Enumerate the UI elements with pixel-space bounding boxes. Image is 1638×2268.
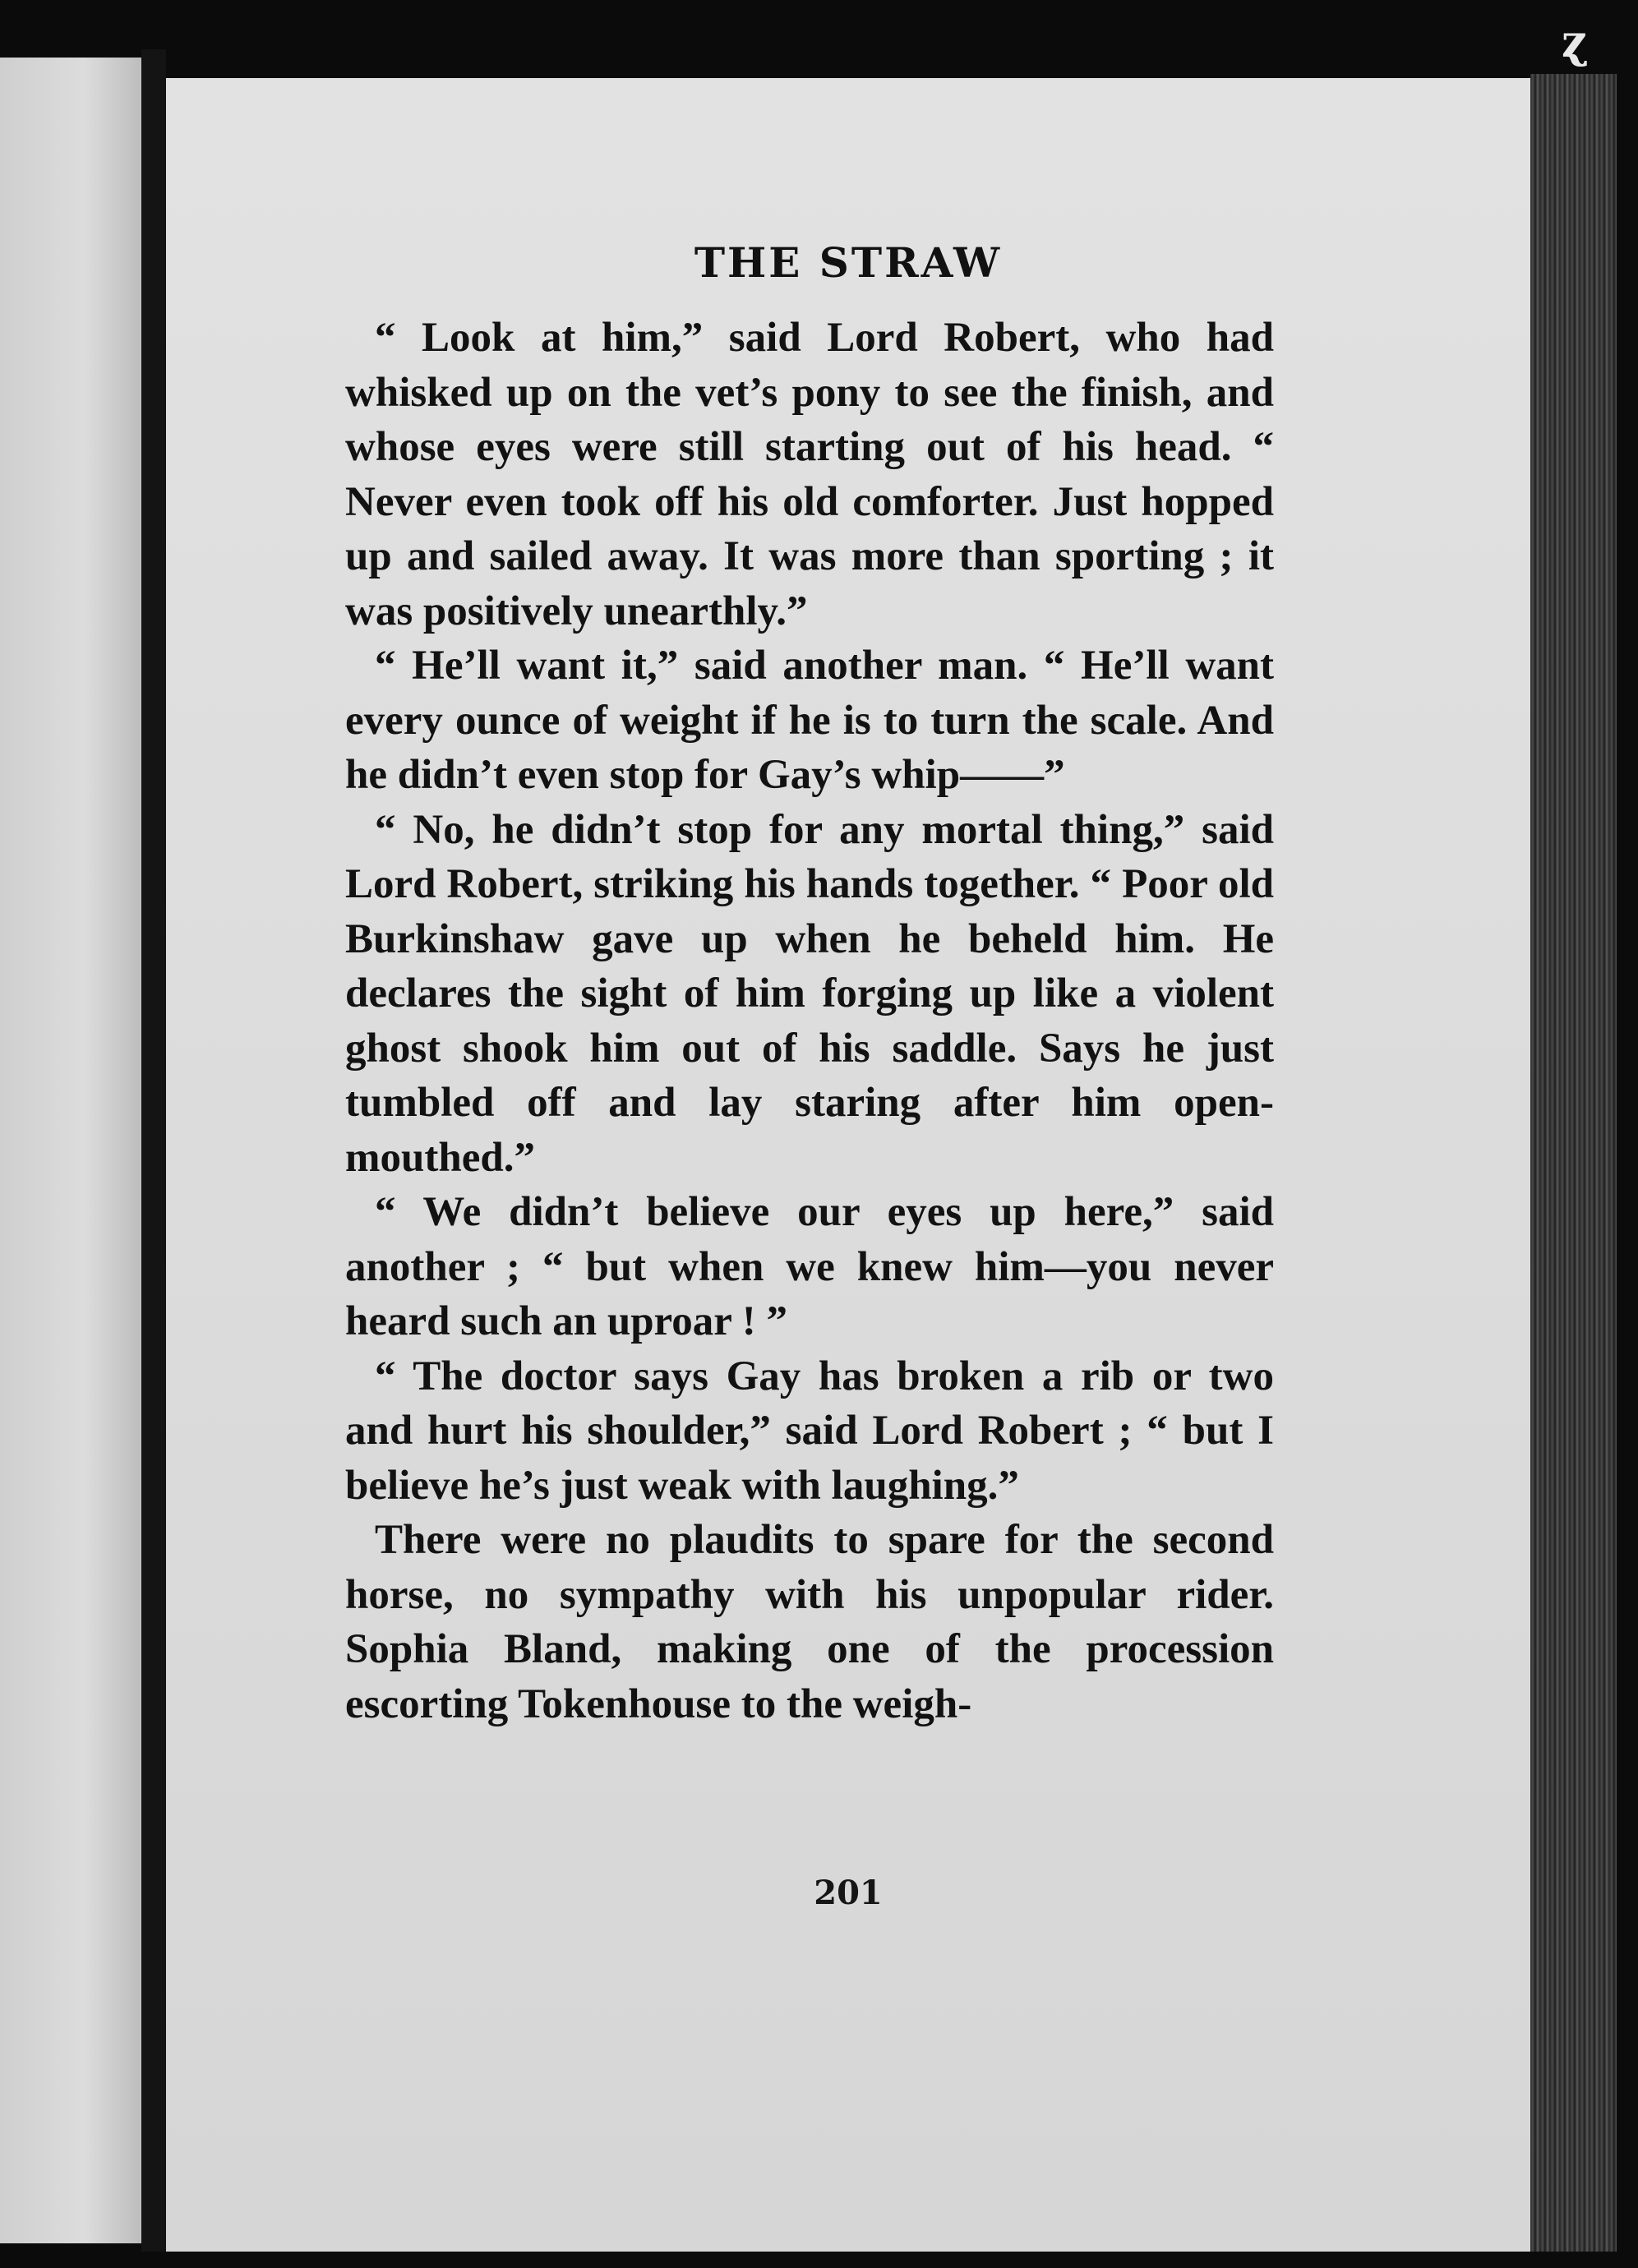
paragraph: “ We didn’t believe our eyes up here,” said another ; “ but when we knew him—you never heard such an uproar ! ”	[345, 1189, 1274, 1344]
paragraph: There were no plaudits to spare for the second horse, no sympathy with his unpopular rider. Sophia Bland, making one of the procession escorting Tokenhouse to the weigh-	[345, 1517, 1274, 1727]
running-head: THE STRAW	[694, 238, 1003, 287]
facing-page-edge	[0, 58, 141, 2243]
paragraph: “ The doctor says Gay has broken a rib or two and hurt his shoulder,” said Lord Robert ; “ but I believe he’s just weak with laughing.”	[345, 1353, 1274, 1509]
page-number: 201	[814, 1874, 883, 1912]
page-block-edge	[1530, 74, 1617, 2252]
body-text	[345, 311, 1274, 1731]
book-gutter	[141, 49, 166, 2252]
paragraph: “ He’ll want it,” said another man. “ He’ll want every ounce of weight if he is to turn the scale. And he didn’t even stop for Gay’s whip——”	[345, 643, 1274, 798]
corner-mark: ɀ	[1562, 15, 1587, 67]
paragraph: “ Look at him,” said Lord Robert, who had whisked up on the vet’s pony to see the finish, and whose eyes were still starting out of his head. “ Never even took off his old comforter. Just hopped up and sailed away. It was more than sporting ; it was positively unearthly.”	[345, 315, 1274, 634]
paragraph: “ No, he didn’t stop for any mortal thing,” said Lord Robert, striking his hands together. “ Poor old Burkinshaw gave up when he beheld him. He declares the sight of him forging up like a violent ghost shook him out of his saddle. Says he just tumbled off and lay staring after him open-mouthed.”	[345, 806, 1274, 1181]
